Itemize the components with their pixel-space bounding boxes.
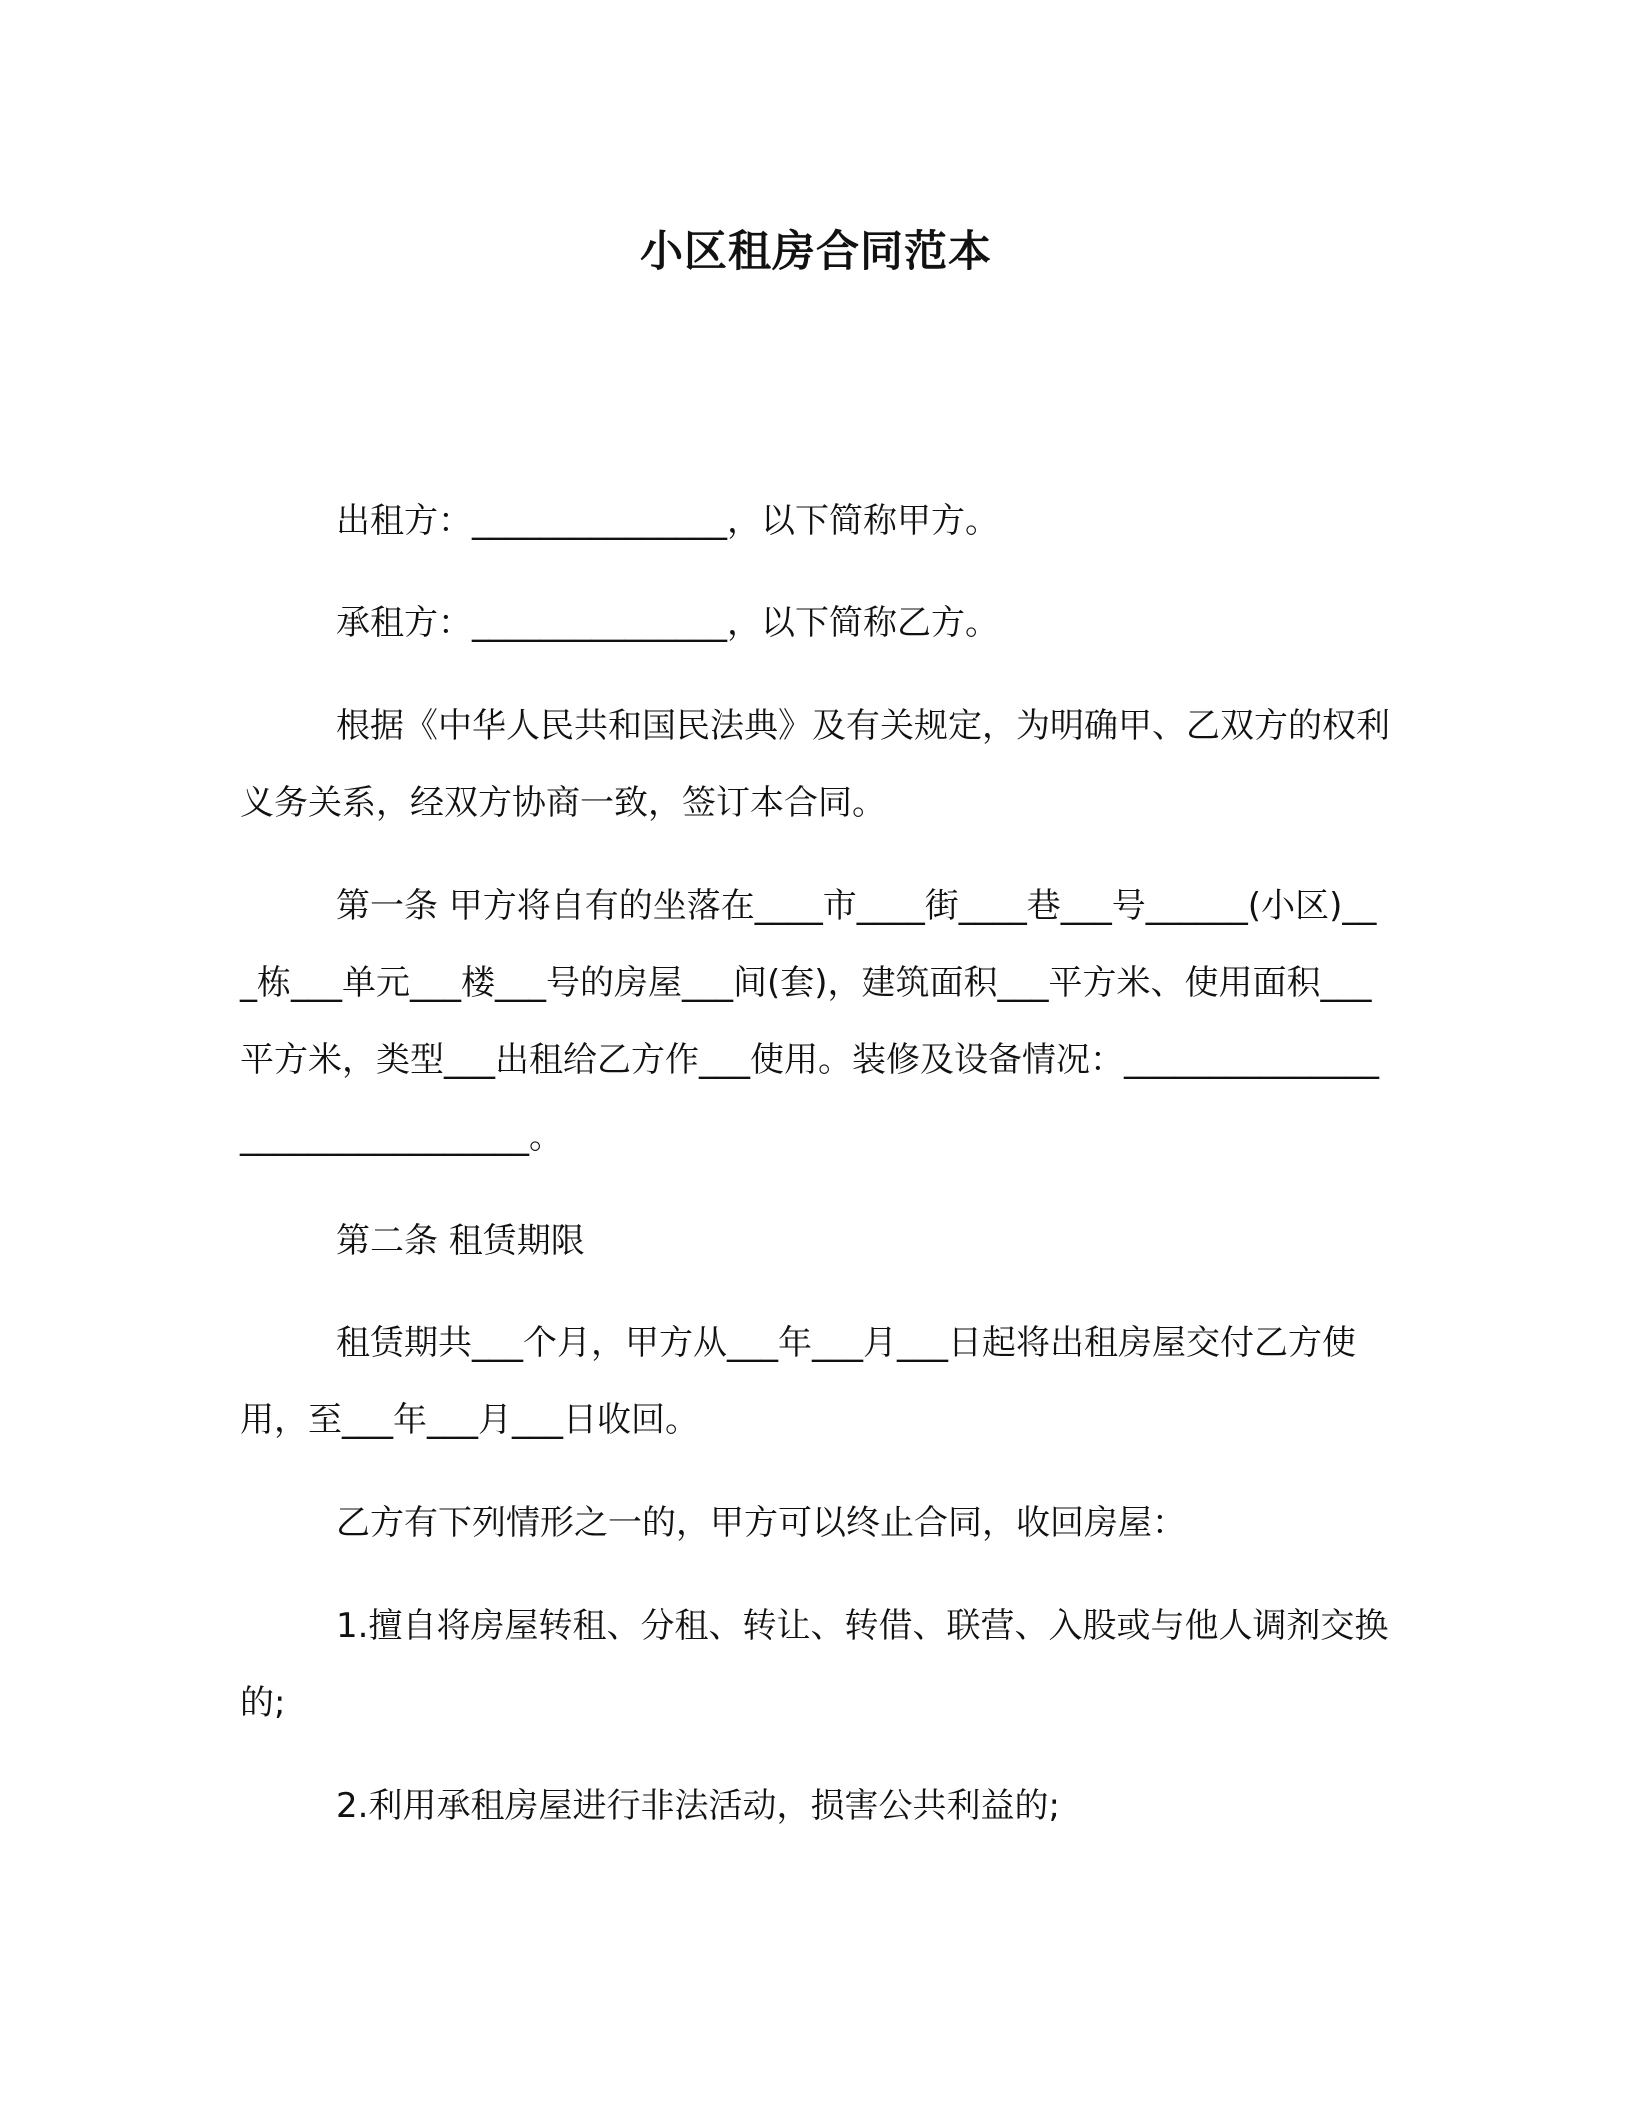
paragraph-termination-conditions: 乙方有下列情形之一的，甲方可以终止合同，收回房屋： [336, 1503, 1186, 1543]
paragraph-lease-term: 租赁期共___个月，甲方从___年___月___日起将出租房屋交付乙方使用，至___年___月___日收回。 [240, 1323, 1356, 1440]
paragraph-condition-1: 1.擅自将房屋转租、分租、转让、转借、联营、入股或与他人调剂交换的; [240, 1606, 1389, 1723]
paragraph-article-2-heading: 第二条 租赁期限 [336, 1221, 585, 1261]
paragraph-lessor: 出租方：_______________，以下简称甲方。 [336, 501, 999, 541]
paragraph-article-1: 第一条 甲方将自有的坐落在____市____街____巷___号______(小区)___栋___单元___楼___号的房屋___间(套)，建筑面积___平方米、使用面积___平方米，类型___出租给乙方作___使用。装修及设备情况：________________________________。 [240, 886, 1379, 1157]
paragraph-lessee: 承租方：_______________，以下简称乙方。 [336, 603, 999, 643]
document-title: 小区租房合同范本 [640, 227, 992, 277]
paragraph-condition-2: 2.利用承租房屋进行非法活动，损害公共利益的; [336, 1786, 1060, 1826]
paragraph-basis: 根据《中华人民共和国民法典》及有关规定，为明确甲、乙双方的权利义务关系，经双方协商一致，签订本合同。 [240, 706, 1390, 823]
